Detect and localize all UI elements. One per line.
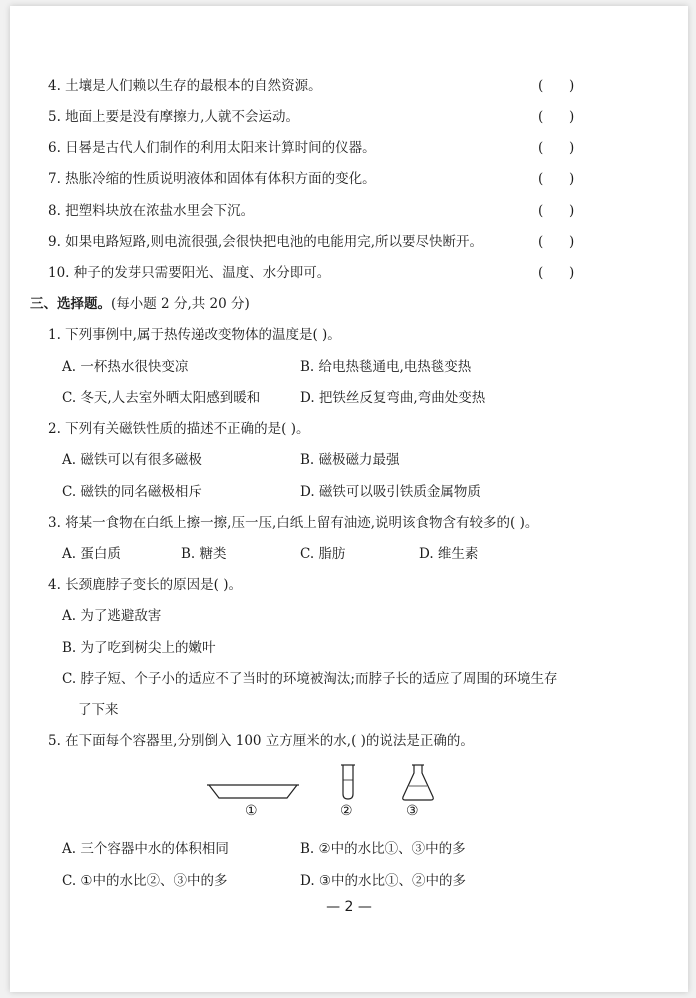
q5-option-c[interactable]: C. ①中的水比②、③中的多 (62, 873, 228, 889)
q1-option-b[interactable]: B. 给电热毯通电,电热毯变热 (300, 359, 472, 375)
judgment-item-7: 7. 热胀冷缩的性质说明液体和固体有体积方面的变化。 (48, 171, 376, 187)
section-title (30, 295, 250, 313)
q4-option-b[interactable]: B. 为了吃到树尖上的嫩叶 (62, 640, 216, 656)
question-1-stem: 1. 下列事例中,属于热传递改变物体的温度是( )。 (48, 327, 341, 343)
q2-option-a[interactable]: A. 磁铁可以有很多磁极 (62, 452, 202, 468)
answer-blank-9[interactable]: ( ) (538, 234, 575, 250)
judgment-item-9: 9. 如果电路短路,则电流很强,会很快把电池的电能用完,所以要尽快断开。 (48, 234, 484, 250)
q1-option-c[interactable]: C. 冬天,人去室外晒太阳感到暖和 (62, 390, 261, 406)
container-label-1: ① (245, 803, 258, 819)
q2-option-c[interactable]: C. 磁铁的同名磁极相斥 (62, 484, 202, 500)
exam-page (10, 6, 688, 992)
q2-option-b[interactable]: B. 磁极磁力最强 (300, 452, 400, 468)
judgment-item-4: 4. 土壤是人们赖以生存的最根本的自然资源。 (48, 78, 322, 94)
q5-option-a[interactable]: A. 三个容器中水的体积相同 (62, 841, 229, 857)
q3-option-a[interactable]: A. 蛋白质 (62, 546, 121, 562)
q4-option-c-continued: 了下来 (78, 702, 119, 718)
section-note: (每小题 2 分,共 20 分) (111, 296, 250, 312)
answer-blank-6[interactable]: ( ) (538, 140, 575, 156)
q3-option-b[interactable]: B. 糖类 (181, 546, 227, 562)
judgment-item-6: 6. 日晷是古代人们制作的利用太阳来计算时间的仪器。 (48, 140, 376, 156)
test-tube-container (343, 765, 353, 799)
tray-container (209, 785, 297, 798)
q1-option-a[interactable]: A. 一杯热水很快变凉 (62, 359, 189, 375)
q4-option-a[interactable]: A. 为了逃避敌害 (62, 608, 162, 624)
page-number: — 2 — (326, 899, 372, 915)
question-4-stem: 4. 长颈鹿脖子变长的原因是( )。 (48, 577, 242, 593)
q4-option-c[interactable]: C. 脖子短、个子小的适应不了当时的环境被淘汰;而脖子长的适应了周围的环境生存 (62, 671, 558, 687)
answer-blank-5[interactable]: ( ) (538, 109, 575, 125)
container-label-3: ③ (406, 803, 419, 819)
answer-blank-8[interactable]: ( ) (538, 203, 575, 219)
question-2-stem: 2. 下列有关磁铁性质的描述不正确的是( )。 (48, 421, 310, 437)
judgment-item-5: 5. 地面上要是没有摩擦力,人就不会运动。 (48, 109, 299, 125)
answer-blank-7[interactable]: ( ) (538, 171, 575, 187)
flask-container (403, 765, 434, 800)
q3-option-d[interactable]: D. 维生素 (419, 546, 479, 562)
q1-option-d[interactable]: D. 把铁丝反复弯曲,弯曲处变热 (300, 390, 486, 406)
q5-option-b[interactable]: B. ②中的水比①、③中的多 (300, 841, 466, 857)
q5-option-d[interactable]: D. ③中的水比①、②中的多 (300, 873, 467, 889)
question-3-stem: 3. 将某一食物在白纸上擦一擦,压一压,白纸上留有油迹,说明该食物含有较多的( )。 (48, 515, 539, 531)
answer-blank-10[interactable]: ( ) (538, 265, 575, 281)
section-title-text: 三、选择题。 (30, 296, 111, 312)
q2-option-d[interactable]: D. 磁铁可以吸引铁质金属物质 (300, 484, 481, 500)
judgment-item-8: 8. 把塑料块放在浓盐水里会下沉。 (48, 203, 255, 219)
container-label-2: ② (340, 803, 353, 819)
question-5-stem: 5. 在下面每个容器里,分别倒入 100 立方厘米的水,( )的说法是正确的。 (48, 733, 474, 749)
q3-option-c[interactable]: C. 脂肪 (300, 546, 346, 562)
answer-blank-4[interactable]: ( ) (538, 78, 575, 94)
judgment-item-10: 10. 种子的发芽只需要阳光、温度、水分即可。 (48, 265, 331, 281)
